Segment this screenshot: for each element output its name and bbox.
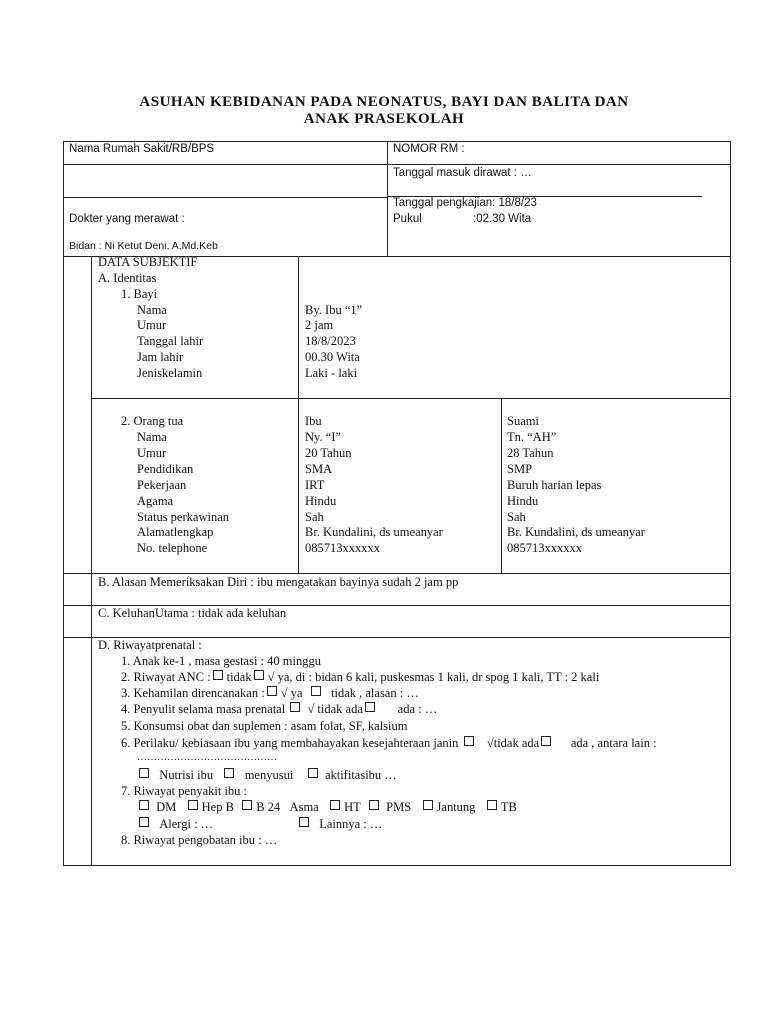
lainnya-label: Lainnya : … bbox=[319, 817, 383, 831]
checkbox-alergi[interactable] bbox=[139, 817, 149, 827]
ortu-label: Alamatlengkap bbox=[137, 525, 214, 539]
header-row-line bbox=[63, 164, 731, 165]
checkbox-anc-ya[interactable] bbox=[254, 670, 264, 680]
alasan-memeriksakan: B. Alasan Memeriksakan Diri : ibu mengatakan bayinya sudah 2 jam pp bbox=[98, 575, 459, 589]
suami-value: Sah bbox=[507, 510, 526, 524]
suami-value: Buruh harian lepas bbox=[507, 478, 602, 492]
bayi-value: By. Ibu “1” bbox=[305, 303, 363, 317]
document-title-line1: ASUHAN KEBIDANAN PADA NEONATUS, BAYI DAN BALITA DAN bbox=[139, 94, 629, 110]
ortu-label: Pekerjaan bbox=[137, 478, 187, 492]
table-top-border bbox=[63, 141, 731, 142]
checkbox-aktifitas-ibu[interactable] bbox=[308, 768, 318, 778]
checkbox-penyulit-ada[interactable] bbox=[365, 702, 375, 712]
bayi-heading: 1. Bayi bbox=[121, 287, 158, 301]
penyulit-tidak-ada-label: √ tidak ada bbox=[307, 702, 363, 716]
checkbox-penyulit-tidak-ada[interactable] bbox=[290, 702, 300, 712]
riwayat-anc-label: 2. Riwayat ANC : bbox=[121, 670, 211, 684]
pms-label: PMS bbox=[386, 800, 412, 814]
checkbox-perilaku-ada[interactable] bbox=[541, 736, 551, 746]
dm-label: DM bbox=[156, 800, 177, 814]
tanggal-pengkajian-label: Tanggal pengkajian: 18/8/23 bbox=[393, 197, 537, 209]
ibu-value: Sah bbox=[305, 510, 324, 524]
hep-b-label: Hep B bbox=[201, 800, 234, 814]
anc-ya-detail: √ ya, di : bidan 6 kali, puskesmas 1 kali, dr spog 1 kali, TT : 2 kali bbox=[267, 670, 600, 684]
table-right-border bbox=[730, 141, 731, 865]
suami-value: Br. Kundalini, ds umeanyar bbox=[507, 525, 645, 539]
jantung-label: Jantung bbox=[436, 800, 476, 814]
checkbox-nutrisi-ibu[interactable] bbox=[139, 768, 149, 778]
pukul-value: :02.30 Wita bbox=[473, 213, 532, 225]
pukul-label: Pukul bbox=[393, 213, 422, 225]
perilaku-tidak-ada-label: √tidak ada bbox=[486, 736, 540, 750]
penyakit-lainnya bbox=[297, 817, 382, 832]
bayi-label: Nama bbox=[137, 303, 167, 317]
ibu-value: 085713xxxxxx bbox=[305, 541, 380, 555]
perilaku-label: 6. Perilaku/ kebiasaan ibu yang membahayakan kesejahteraan janin bbox=[121, 736, 459, 750]
bayi-value: 00.30 Wita bbox=[305, 350, 360, 364]
table-bottom-border bbox=[63, 865, 731, 866]
checkbox-lainnya[interactable] bbox=[299, 817, 309, 827]
prenatal-item-8: 8. Riwayat pengobatan ibu : … bbox=[121, 833, 278, 847]
data-subjektif-heading: DATA SUBJEKTIF bbox=[98, 255, 198, 269]
aktifitas-ibu-label: aktifitasibu … bbox=[324, 768, 397, 782]
penyulit-ada-label: ada : … bbox=[397, 702, 438, 716]
bayi-value: 2 jam bbox=[305, 318, 334, 332]
alergi-label: Alergi : … bbox=[159, 817, 214, 831]
identitas-heading: A. Identitas bbox=[98, 271, 157, 285]
suami-column-divider bbox=[501, 398, 502, 573]
prenatal-item-1: 1. Anak ke-1 , masa gestasi : 40 minggu bbox=[121, 654, 321, 668]
asma-label: Asma bbox=[289, 800, 319, 814]
section-line bbox=[63, 573, 731, 574]
penyakit-alergi bbox=[137, 817, 213, 832]
ortu-label: Status perkawinan bbox=[137, 510, 229, 524]
document-title-line2: ANAK PRASEKOLAH bbox=[303, 111, 465, 127]
tb-label: TB bbox=[500, 800, 517, 814]
ibu-value: Hindu bbox=[305, 494, 337, 508]
checkbox-dm[interactable] bbox=[139, 800, 149, 810]
section-line bbox=[91, 398, 731, 399]
perilaku-ada-label: ada , antara lain : bbox=[570, 736, 657, 750]
checkbox-direncanakan-tidak[interactable] bbox=[311, 686, 321, 696]
ibu-value: Ny. “I” bbox=[305, 430, 341, 444]
bayi-value: 18/8/2023 bbox=[305, 334, 356, 348]
direncanakan-tidak-label: tidak , alasan : … bbox=[331, 686, 419, 700]
penyakit-options bbox=[137, 800, 517, 815]
penyulit-label: 4. Penyulit selama masa prenatal bbox=[121, 702, 286, 716]
ortu-label: Agama bbox=[137, 494, 174, 508]
prenatal-item-4 bbox=[121, 702, 437, 717]
ibu-value: 20 Tahun bbox=[305, 446, 352, 460]
perilaku-options bbox=[137, 768, 397, 783]
bayi-label: Jeniskelamin bbox=[137, 366, 203, 380]
suami-value: Tn. “AH” bbox=[507, 430, 557, 444]
orang-tua-heading: 2. Orang tua bbox=[121, 414, 184, 428]
prenatal-item-5: 5. Konsumsi obat dan suplemen : asam folat, SF, kalsium bbox=[121, 719, 408, 733]
ortu-label: Nama bbox=[137, 430, 167, 444]
checkbox-pms[interactable] bbox=[369, 800, 379, 810]
table-left-border bbox=[63, 141, 64, 865]
suami-value: SMP bbox=[507, 462, 533, 476]
checkbox-tb[interactable] bbox=[487, 800, 497, 810]
nomor-rm-label: NOMOR RM : bbox=[393, 143, 465, 155]
perilaku-dots: …………………………………… bbox=[137, 752, 277, 763]
ortu-label: Pendidikan bbox=[137, 462, 194, 476]
riwayat-prenatal-heading: D. Riwayatprenatal : bbox=[98, 638, 202, 652]
anc-tidak-label: tidak bbox=[226, 670, 252, 684]
suami-value: Hindu bbox=[507, 494, 539, 508]
ortu-label: Umur bbox=[137, 446, 167, 460]
header-row-line bbox=[63, 197, 388, 198]
prenatal-item-2 bbox=[121, 670, 599, 685]
checkbox-b24[interactable] bbox=[242, 800, 252, 810]
checkbox-jantung[interactable] bbox=[423, 800, 433, 810]
kehamilan-direncanakan-label: 3. Kehamilan direncanakan : bbox=[121, 686, 265, 700]
checkbox-anc-tidak[interactable] bbox=[213, 670, 223, 680]
prenatal-item-7: 7. Riwayat penyakit ibu : bbox=[121, 784, 248, 798]
prenatal-item-6 bbox=[121, 736, 657, 751]
ibu-value: IRT bbox=[305, 478, 325, 492]
bayi-value: Laki - laki bbox=[305, 366, 358, 380]
suami-value: 28 Tahun bbox=[507, 446, 554, 460]
bayi-label: Tanggal lahir bbox=[137, 334, 204, 348]
bayi-label: Umur bbox=[137, 318, 167, 332]
direncanakan-ya-label: √ ya bbox=[280, 686, 303, 700]
ortu-label: No. telephone bbox=[137, 541, 208, 555]
checkbox-perilaku-tidak-ada[interactable] bbox=[464, 736, 474, 746]
dokter-label: Dokter yang merawat : bbox=[69, 213, 185, 225]
hospital-label: Nama Rumah Sakit/RB/BPS bbox=[69, 143, 215, 155]
suami-value: 085713xxxxxx bbox=[507, 541, 582, 555]
tanggal-masuk-label: Tanggal masuk dirawat : … bbox=[393, 167, 532, 179]
keluhan-utama: C. KeluhanUtama : tidak ada keluhan bbox=[98, 606, 287, 620]
header-divider bbox=[387, 141, 388, 256]
checkbox-menyusui[interactable] bbox=[224, 768, 234, 778]
inner-left-border bbox=[91, 256, 92, 865]
prenatal-item-3 bbox=[121, 686, 419, 701]
b24-label: B 24 bbox=[256, 800, 281, 814]
checkbox-ht[interactable] bbox=[330, 800, 340, 810]
bidan-label: Bidan : Ni Ketut Deni, A.Md.Keb bbox=[69, 240, 218, 252]
bayi-label: Jam lahir bbox=[137, 350, 184, 364]
nutrisi-ibu-label: Nutrisi ibu bbox=[159, 768, 214, 782]
ibu-value: SMA bbox=[305, 462, 333, 476]
value-column-divider bbox=[298, 256, 299, 573]
checkbox-direncanakan-ya[interactable] bbox=[267, 686, 277, 696]
suami-header: Suami bbox=[507, 414, 539, 428]
checkbox-hep-b[interactable] bbox=[188, 800, 198, 810]
ibu-header: Ibu bbox=[305, 414, 322, 428]
ibu-value: Br. Kundalini, ds umeanyar bbox=[305, 525, 443, 539]
menyusui-label: menyusui bbox=[244, 768, 294, 782]
ht-label: HT bbox=[344, 800, 361, 814]
